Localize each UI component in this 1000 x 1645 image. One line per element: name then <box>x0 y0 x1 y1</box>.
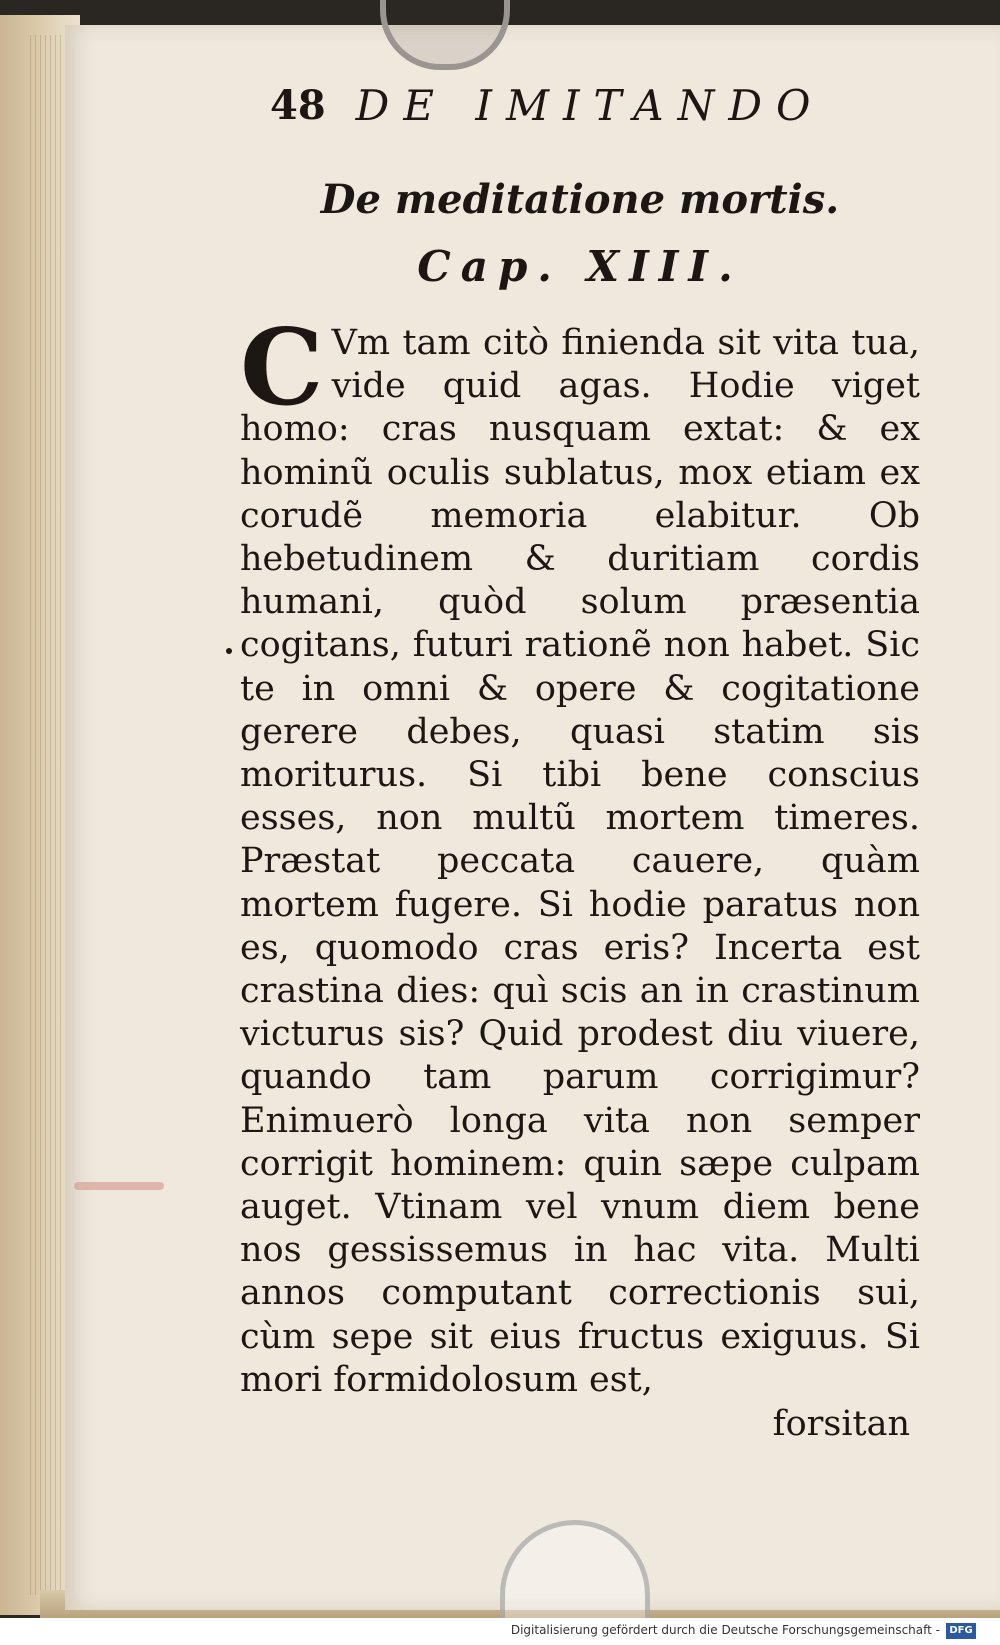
dfg-logo: DFG <box>946 1623 976 1639</box>
running-title: DE IMITANDO <box>355 80 825 130</box>
catchword: forsitan <box>772 1404 910 1445</box>
chapter-number: Cap. XIII. <box>417 242 743 291</box>
page-content <box>240 70 920 1446</box>
margin-dot <box>226 648 232 654</box>
digitization-credit: Digitalisierung gefördert durch die Deutsche Forschungsgemeinschaft - <box>510 1623 940 1637</box>
drop-cap: C <box>240 305 324 429</box>
page-number: 48 <box>270 81 326 129</box>
body-text <box>240 305 920 1402</box>
chapter-title: De meditatione mortis. <box>320 176 840 223</box>
margin-pencil-mark <box>74 1182 164 1190</box>
running-head <box>240 70 920 140</box>
body-paragraph: Vm tam citò finienda sit vita tua, vide quid agas. Hodie viget homo: cras nusquam extat: & ex hominũ oculis sublatus, mox etiam ex corudẽ memoria elabitur. Ob hebetudinem & duritiam cordis humani, quòd solum præsentia cogitans, futuri rationẽ non habet. Sic te in omni & opere & cogitatione gerere debes, quasi statim sis moriturus. Si tibi bene conscius esses, non multũ mortem timeres. Præstat peccata cauere, quàm mortem fugere. Si hodie paratus non es, quomodo cras eris? Incerta est crastina dies: quì scis an in crastinum victurus sis? Quid prodest diu viuere, quando tam parum corrigimur? Enimuerò longa vita non semper corrigit hominem: quin sæpe culpam auget. Vtinam vel vnum diem bene nos gessissemus in hac vita. Multi annos computant correctionis sui, cùm sepe sit eius fructus exiguus. Si mori formidolosum est, <box>240 323 920 1400</box>
